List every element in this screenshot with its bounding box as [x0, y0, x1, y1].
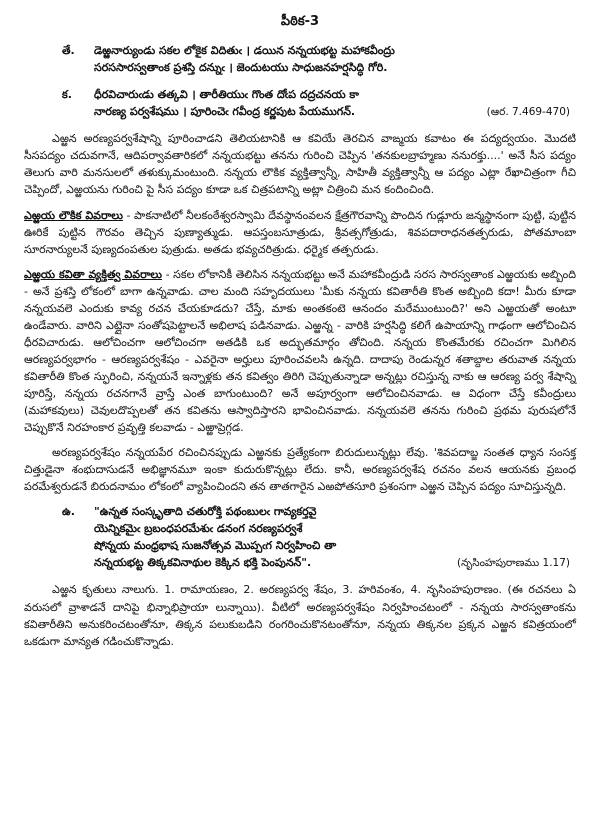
poem-utpalamala	[24, 503, 576, 571]
poem-meter-label: క.	[62, 88, 72, 102]
poem-reference: (నృసింహపురాణము 1.17)	[457, 557, 570, 570]
paragraph-titles: అరణ్యపర్వశేషం నన్నయపేర రచించినప్పుడు ఎఱ్ఱనకు ప్రత్యేకంగా బిరుదులున్నట్లు లేవు. 'శివపదాబ్జ సంతత ధ్యాన సంసక్త చిత్తుడైనా శంభుదాసుడనే అభిజ్ఞానమూ ఇంకా కుదురుకొన్నట్లు లేదు. కానీ, అరణ్యపర్వశేష రచనం వలన ఆయనకు ప్రబంధ పరమేశ్వరుడనే బిరుదనామం లోకంలో వ్యాపించిందని తన తాతగారైన ఎఱపోతసూరి ప్రశంసగా ఎఱ్ఱన చెప్పిన పద్యం సూచిస్తున్నది.	[24, 446, 576, 494]
page-title: పీఠిక-3	[280, 14, 320, 29]
section-heading: ఎఱ్ఱయ లౌకిక వివరాలు	[24, 208, 123, 222]
paragraph-literary-personality	[24, 266, 576, 436]
poem-line: నన్నయభట్ట తిక్కకవినాథుల కెక్కిన భక్తి పెంపునన్".	[94, 556, 312, 570]
poem-reference: (ఆర. 7.469-470)	[486, 106, 570, 119]
paragraph-text: - పాకనాటిలో నీలకంఠేశ్వరస్వామి దేవస్థానంవలన క్షేత్రగౌరవాన్ని పొందిన గుడ్లూరు జన్మస్థానంగా పుట్టి, పుట్టిన ఊరికే పుట్టిన గౌరవం తెచ్చిన పుణ్యాత్ముడు. ఆపస్తంబసూత్రుడు, శ్రీవత్సగోత్రుడు, శివపదారాధనతత్పరుడు, పోతమాంబా సూరనార్యులనే పుణ్యదంపతుల పుత్రుడు. అతడు భవ్యచరిత్రుడు. ధర్మైక తత్పరుడు.	[24, 208, 576, 256]
paragraph-intro: ఎఱ్ఱన అరణ్యపర్వశేషాన్ని పూరించాడని తెలియటానికి ఆ కవియే తెరచిన వాఙ్మయ కవాటం ఈ పద్యద్వయం. మొదటి సీసపద్యం చదువగానే, ఆదిపర్వావతారికలో నన్నయభట్టు తనను గురించి చెప్పిన 'తనకులబ్రాహ్మణు ననురక్తు....' అనే సీస పద్యం తెలుగు వారి మనసులలో తళుక్కుమంటుంది. నన్నయ లౌకిక వ్యక్తిత్వాన్నీ, సాహితీ వ్యక్తిత్వాన్నీ ఆ పద్యం ఎట్లా రేఖాచిత్రంగా గీచి చెప్పిందో, ఎఱ్ఱయను గురించి పై సీస పద్యం కూడా ఒక చిత్రపటాన్ని అట్లా చిత్రించి మన కందించింది.	[24, 132, 576, 197]
poem-line: యెన్నికమైఁ బ్రబంధపరమేశుఁ డనంగ నరణ్యపర్వశే	[94, 522, 303, 536]
poem-line: డెఱ్ఱనార్యుండు సకల లోకైక విదితుఁ । డయిన నన్నయభట్ట మహాకవీంద్రు	[94, 44, 395, 58]
paragraph-biography	[24, 207, 576, 258]
section-heading: ఎఱ్ఱయ కవితా వ్యక్తిత్వ వివరాలు	[24, 267, 162, 281]
poem-line: ధీరవిచారుఁడు తత్కవి । తారీతియుఁ గొంత దోఁప దద్రచనయ కా	[94, 88, 359, 102]
poem-line: నారణ్య పర్వశేషము । పూరించెఁ గవీంద్ర కర్ణపుట పేయముగన్.	[94, 105, 356, 119]
poem-meter-label: తే.	[62, 44, 75, 58]
paragraph-works: ఎఱ్ఱన కృతులు నాలుగు. 1. రామాయణం, 2. అరణ్యపర్వ శేషం, 3. హరివంశం, 4. నృసింహపురాణం. (ఈ రచనలు ఏ వరుసలో వ్రాశాడనే దానిపై భిన్నాభిప్రాయా లున్నాయి). వీటిలో అరణ్యపర్వశేషం నిర్వహించటంలో - నన్నయ సారస్వతాంకను కవితారీతిని అనుకరించటంతోనూ, తిక్కన పలుకుబడిని రంగరించుకొనటంతోనూ, నన్నయ తిక్కనల ప్రక్కన ఎఱ్ఱన కవిత్రయంలో ఒకడుగా మాన్యత గడించుకొన్నాడు.	[24, 583, 576, 648]
poem-line: షోన్నయ మంధ్రభాష సుజనోత్సవ మొప్పఁగ నిర్వహించి తా	[94, 539, 337, 553]
poem-kandam	[24, 86, 576, 120]
paragraph-text: - సకల లోకానికీ తెలిసిన నన్నయభట్టు అనే మహాకవీంద్రుడి సరస సారస్వతాంక ఎఱ్ఱయకు అబ్బింది - అనే ప్రశస్తి లోకంలో బాగా ఉన్నవాడు. చాల మంది సహృదయులు 'మీకు నన్నయ కవితారీతి కొంత అబ్బింది కదా! మీరు కూడా నన్నయవలె ఎందుకు కావ్య రచన చేయకూడదు? చేస్తే, మాకు అంతకంటె ఆనందం మరేముంటుంది?' అని ఎఱ్ఱయతో అంటూ ఉండేవారు. వారిని ఎట్లైనా సంతోషపెట్టాలనే అభిలాష పడినవాడు. ఎఱ్ఱన్న - వారికి హర్షసిద్ధి కలిగే ఉపాయాన్ని గాఢంగా ఆలోచించిన ధీరవిచారుడు. ఆలోచించగా ఆలోచించగా అతడికి ఒక అద్భుతమార్గం తోచింది. నన్నయ కొంతమేరకు రచించగా మిగిలిన ఆరణ్యపర్వభాగం - ఆరణ్యపర్వశేషం - ఎవరైనా అర్హులు పూరించవలసి ఉన్నది. దాదాపు రెండున్నర శతాబ్దాల తరువాత నన్నయ కవితారీతి కొంత స్ఫురించి, నన్నయనే ఇన్నాళ్లకు తన కవిత్వం తిరిగి చెప్పుతున్నాడా అన్నట్లు రచిస్తున్న నాకు ఆ ఆరణ్య పర్వ శేషాన్ని పూరిస్తే, నన్నయ రచనగానే వ్రాస్తే ఎంత బాగుంటుంది? అనే అపూర్వంగా ఆలోచించినవాడు. ఆ విధంగా చేస్తే కవీంద్రులు (మహాకవులు) చెవులదొప్పలతో తన కవితను ఆస్వాదిస్తారని భావించినవాడు. నన్నయవలె తనను గురించి ప్రథమ పురుషలోనే చెప్పుకొనే నిరహంకార ప్రవృత్తి కలవాడు - ఎఱ్ఱాప్రెగ్గడ.	[24, 267, 576, 435]
poem-meter-label: ఉ.	[62, 505, 75, 519]
poem-teetageethi	[24, 42, 576, 76]
poem-line: సరససారస్వతాంక ప్రశస్తి దన్నుఁ । జెందుటయు సాధుజనహర్షసిద్ధి గోరి.	[94, 61, 388, 75]
poem-line: "ఉన్నత సంస్కృతాది చతురోక్తి పథంబులఁ గావ్యకర్తవై	[94, 505, 317, 519]
